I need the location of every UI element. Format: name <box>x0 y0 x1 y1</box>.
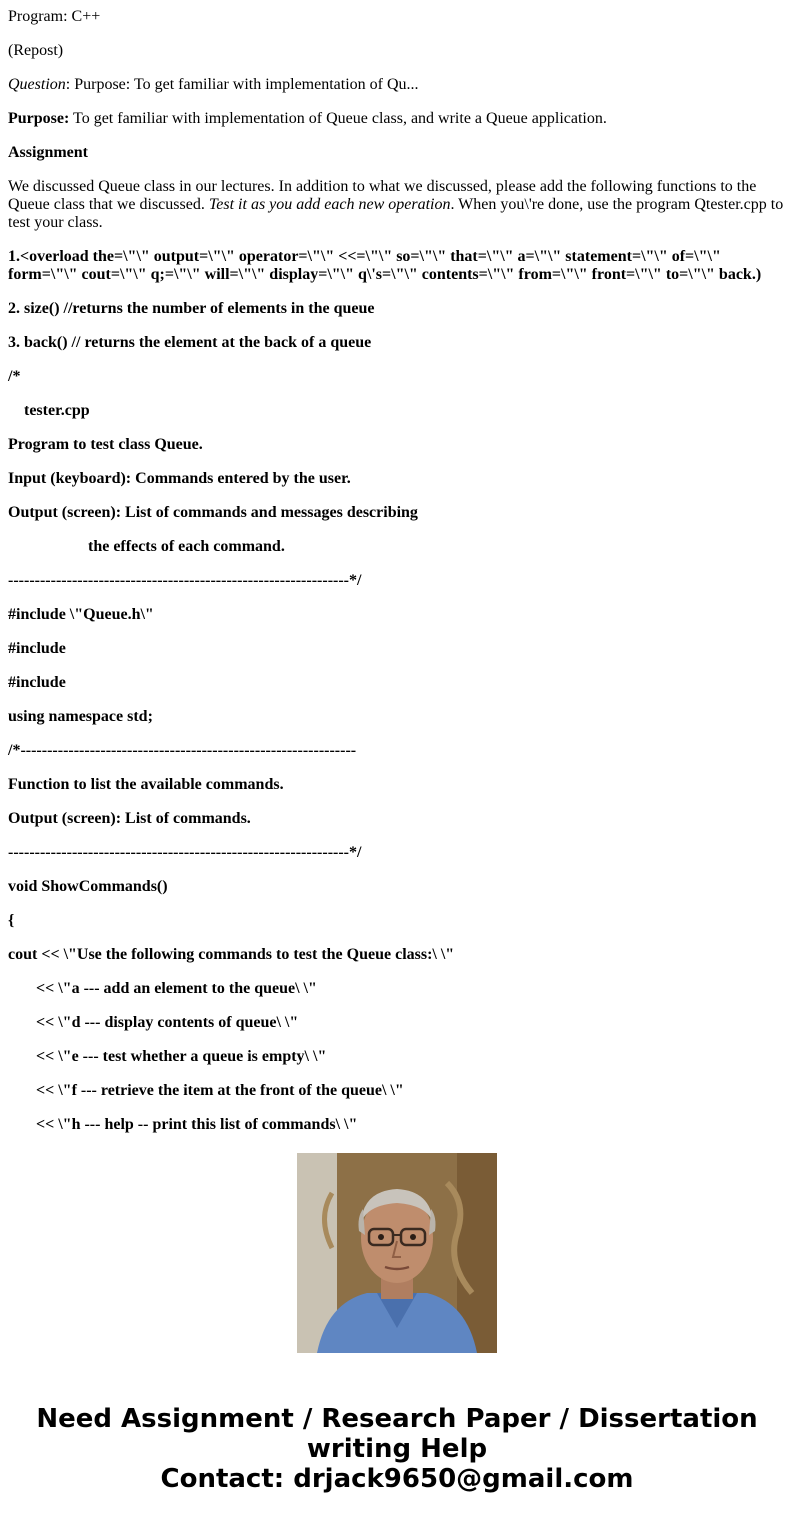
assignment-text-2: . When you\'re done, use the program Qtester.cpp to test your class. <box>8 196 784 231</box>
assignment-text-1: We discussed Queue class in our lectures. In addition to what we discussed, please add the following functions to the Queue class that we discussed. <box>8 178 757 213</box>
requirement-item-1: 1.<overload the=\"\" output=\"\" operator=\"\" <<=\"\" so=\"\" that=\"\" a=\"\" statement=\"\" of=\"\" form=\"\" cout=\"\" q;=\"\" will=\"\" display=\"\" q\'s=\"\" contents=\"\" from=\"\" front=\"\" to=\"\" back.) <box>8 248 762 283</box>
code-line: << \"h --- help -- print this list of commands\ \" <box>36 1116 358 1133</box>
code-line: { <box>8 912 15 929</box>
code-line: Output (screen): List of commands and messages describing <box>8 504 418 521</box>
promo-banner <box>0 1404 794 1494</box>
promo-line-1: Need Assignment / Research Paper / Dissertation <box>36 1404 758 1434</box>
code-line: void ShowCommands() <box>8 878 168 895</box>
code-line: Input (keyboard): Commands entered by the user. <box>8 470 351 487</box>
code-line: cout << \"Use the following commands to test the Queue class:\ \" <box>8 946 455 963</box>
purpose-label: Purpose: <box>8 110 70 127</box>
code-line: /* <box>8 368 21 385</box>
assignment-paragraph <box>8 178 786 232</box>
requirement-item-2: 2. size() //returns the number of elements in the queue <box>8 300 375 317</box>
purpose-text: To get familiar with implementation of Queue class, and write a Queue application. <box>69 110 607 127</box>
question-line <box>8 76 786 94</box>
promo-line-2: writing Help <box>306 1434 488 1464</box>
program-line: Program: C++ <box>8 8 101 25</box>
code-line: Function to list the available commands. <box>8 776 284 793</box>
code-line: << \"a --- add an element to the queue\ \" <box>36 980 317 997</box>
code-line: /*--------------------------------------------------------------- <box>8 742 357 759</box>
code-line: #include <box>8 640 66 657</box>
assignment-heading: Assignment <box>8 144 89 161</box>
avatar <box>297 1153 497 1353</box>
portrait-photo-icon <box>297 1153 497 1353</box>
code-line: Program to test class Queue. <box>8 436 203 453</box>
question-label: Question <box>8 76 66 93</box>
code-line: ----------------------------------------------------------------*/ <box>8 572 362 589</box>
code-line: << \"f --- retrieve the item at the front of the queue\ \" <box>36 1082 404 1099</box>
document-body <box>8 0 786 1133</box>
assignment-italic: Test it as you add each new operation <box>208 196 451 213</box>
promo-contact: Contact: drjack9650@gmail.com <box>160 1464 634 1494</box>
code-line: Output (screen): List of commands. <box>8 810 251 827</box>
requirement-item-3: 3. back() // returns the element at the back of a queue <box>8 334 372 351</box>
code-line: << \"e --- test whether a queue is empty\ \" <box>36 1048 327 1065</box>
code-line: tester.cpp <box>24 402 90 419</box>
code-line: << \"d --- display contents of queue\ \" <box>36 1014 299 1031</box>
document-flow <box>8 42 786 1150</box>
purpose-line <box>8 110 786 128</box>
code-line: the effects of each command. <box>88 538 285 555</box>
code-line: using namespace std; <box>8 708 153 725</box>
repost-line: (Repost) <box>8 42 64 59</box>
question-text: : Purpose: To get familiar with implementation of Qu... <box>65 76 419 93</box>
code-line: #include \"Queue.h\" <box>8 606 154 623</box>
code-line: #include <box>8 674 66 691</box>
code-line: ----------------------------------------------------------------*/ <box>8 844 362 861</box>
